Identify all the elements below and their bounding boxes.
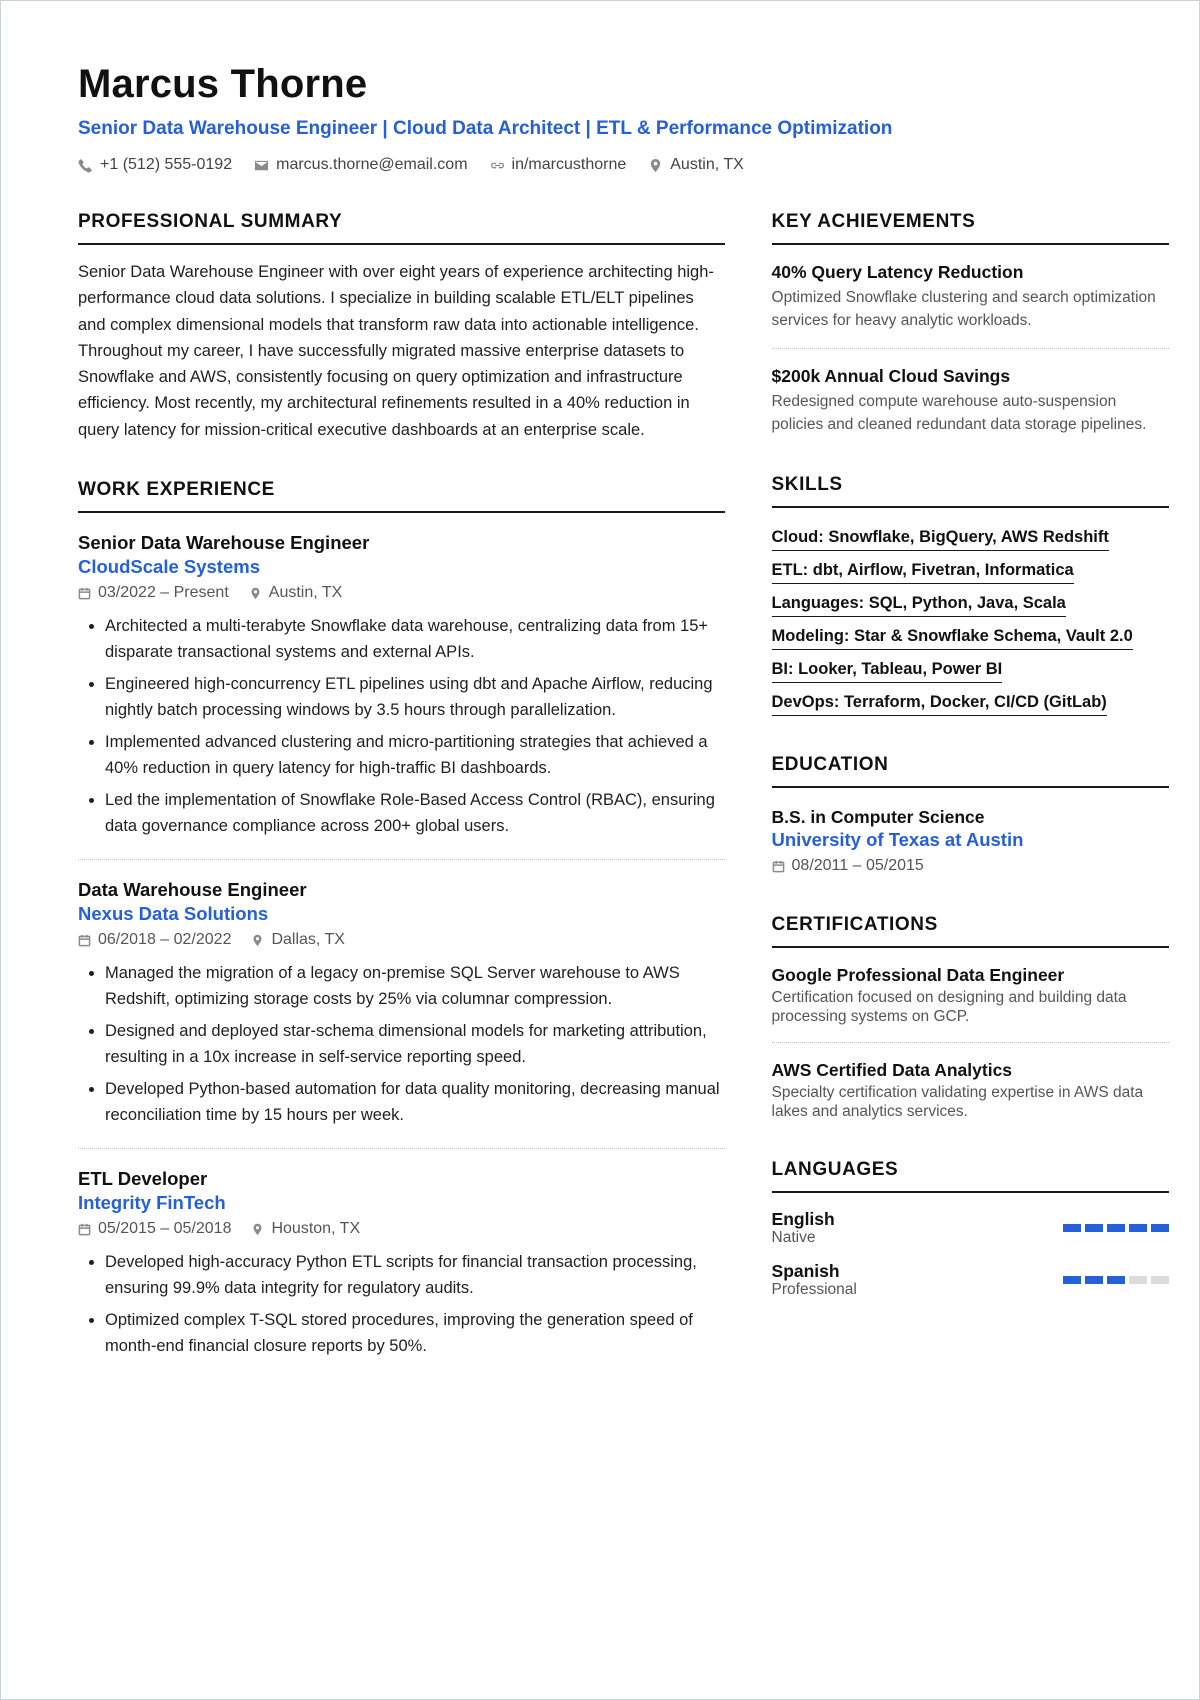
education-item <box>772 788 1169 876</box>
job-bullets <box>78 613 725 839</box>
job-dates-text: 05/2015 – 05/2018 <box>98 1220 232 1238</box>
job-bullet: • Developed high-accuracy Python ETL scripts for financial transaction processing, ensuring 99.9% data integrity for regulatory audits. <box>105 1249 725 1301</box>
job-location <box>251 930 345 950</box>
job-title: Senior Data Warehouse Engineer <box>78 532 370 554</box>
job-location-text: Houston, TX <box>271 1220 361 1238</box>
contact-email-text: marcus.thorne@email.com <box>276 156 468 173</box>
candidate-name: Marcus Thorne <box>78 62 368 106</box>
achievement-item <box>772 349 1169 436</box>
job-title: Data Warehouse Engineer <box>78 879 307 901</box>
education-section <box>772 754 1169 876</box>
rating-segment-empty <box>1151 1276 1169 1284</box>
job-dates <box>78 930 231 950</box>
job-bullet: • Led the implementation of Snowflake Role-Based Access Control (RBAC), ensuring data governance compliance across 200+ global users. <box>105 787 725 839</box>
summary-text: Senior Data Warehouse Engineer with over eight years of experience architecting high-performance cloud data solutions. I specialize in building scalable ETL/ELT pipelines and complex dimensional models that transform raw data into actionable intelligence. Throughout my career, I have successfully migrated massive enterprise datasets to Snowflake and AWS, consistently focusing on query optimization and infrastructure efficiency. Most recently, my architectural refinements resulted in a 40% reduction in query latency for mission-critical executive dashboards at an enterprise scale. <box>78 263 714 439</box>
main-column <box>78 211 725 1365</box>
job-meta <box>78 583 725 603</box>
map-pin-icon <box>648 158 663 173</box>
languages-heading: LANGUAGES <box>772 1159 1169 1193</box>
certifications-section <box>772 914 1169 1121</box>
side-column <box>772 211 1169 1365</box>
phone-icon <box>78 158 93 173</box>
language-level: Native <box>771 1229 816 1246</box>
skill-tag: Languages: SQL, Python, Java, Scala <box>772 592 1066 617</box>
job-company: CloudScale Systems <box>78 556 260 578</box>
link-icon <box>490 158 505 173</box>
contact-email[interactable] <box>254 155 467 175</box>
education-degree: B.S. in Computer Science <box>771 807 985 827</box>
rating-segment-filled <box>1063 1276 1081 1284</box>
achievement-item <box>772 245 1169 349</box>
language-rating <box>1059 1276 1169 1284</box>
calendar-icon <box>78 934 91 947</box>
skill-tag: DevOps: Terraform, Docker, CI/CD (GitLab) <box>772 691 1107 716</box>
skill-tag: ETL: dbt, Airflow, Fivetran, Informatica <box>772 559 1074 584</box>
education-heading: EDUCATION <box>772 754 1169 788</box>
language-rating <box>1059 1224 1169 1232</box>
language-item <box>772 1261 1169 1299</box>
job-meta <box>78 1219 725 1239</box>
contact-linkedin-text: in/marcusthorne <box>511 156 627 173</box>
contact-phone[interactable] <box>78 155 232 175</box>
education-dates-item <box>772 856 924 876</box>
job-title: ETL Developer <box>78 1168 208 1190</box>
contact-location-text: Austin, TX <box>670 156 744 173</box>
education-dates-text: 08/2011 – 05/2015 <box>791 857 924 874</box>
job-bullets <box>78 960 725 1128</box>
languages-section <box>772 1159 1169 1299</box>
achievement-title: $200k Annual Cloud Savings <box>771 366 1011 386</box>
job-bullet: • Engineered high-concurrency ETL pipelines using dbt and Apache Airflow, reducing nightly batch processing windows by 3.5 hours through parallelization. <box>105 671 725 723</box>
job-bullet: • Implemented advanced clustering and micro-partitioning strategies that achieved a 40% reduction in query latency for high-traffic BI dashboards. <box>105 729 725 781</box>
map-pin-icon <box>249 587 262 600</box>
job-bullet: • Designed and deployed star-schema dimensional models for marketing attribution, resulting in a 10x increase in self-service reporting speed. <box>105 1018 725 1070</box>
languages-list <box>772 1193 1169 1299</box>
job-company: Integrity FinTech <box>78 1192 226 1214</box>
candidate-headline: Senior Data Warehouse Engineer | Cloud Data Architect | ETL & Performance Optimization <box>78 118 893 139</box>
job-location-text: Dallas, TX <box>271 931 345 949</box>
rating-segment-filled <box>1129 1224 1147 1232</box>
achievement-desc: Optimized Snowflake clustering and search optimization services for heavy analytic workloads. <box>771 289 1156 329</box>
rating-segment-filled <box>1063 1224 1081 1232</box>
job-location <box>251 1219 360 1239</box>
job-entry <box>78 1149 725 1359</box>
contact-linkedin[interactable] <box>490 155 627 175</box>
envelope-icon <box>254 158 269 173</box>
certifications-heading: CERTIFICATIONS <box>772 914 1169 948</box>
job-location <box>249 583 343 603</box>
rating-segment-filled <box>1107 1224 1125 1232</box>
job-entry <box>78 860 725 1149</box>
language-item <box>772 1209 1169 1247</box>
experience-section <box>78 479 725 1359</box>
language-name: Spanish <box>771 1261 840 1281</box>
experience-heading: WORK EXPERIENCE <box>78 479 725 513</box>
achievements-heading: KEY ACHIEVEMENTS <box>772 211 1169 245</box>
job-bullet: • Developed Python-based automation for data quality monitoring, decreasing manual reconciliation time by 15 hours per week. <box>105 1076 725 1128</box>
achievement-desc: Redesigned compute warehouse auto-suspension policies and cleaned redundant data storage pipelines. <box>771 393 1147 433</box>
certification-item <box>772 1043 1169 1121</box>
rating-segment-filled <box>1107 1276 1125 1284</box>
language-name: English <box>771 1209 835 1229</box>
language-level: Professional <box>771 1281 857 1298</box>
achievement-title: 40% Query Latency Reduction <box>771 262 1024 282</box>
summary-section <box>78 211 725 443</box>
achievements-section <box>772 211 1169 436</box>
job-company: Nexus Data Solutions <box>78 903 269 925</box>
job-meta <box>78 930 725 950</box>
certification-item <box>772 948 1169 1043</box>
skills-heading: SKILLS <box>772 474 1169 508</box>
job-entry <box>78 513 725 860</box>
job-dates-text: 06/2018 – 02/2022 <box>98 931 232 949</box>
rating-segment-empty <box>1129 1276 1147 1284</box>
job-location-text: Austin, TX <box>268 584 343 602</box>
skill-tag: Cloud: Snowflake, BigQuery, AWS Redshift <box>772 526 1109 551</box>
summary-heading: PROFESSIONAL SUMMARY <box>78 211 725 245</box>
certification-desc: Certification focused on designing and building data processing systems on GCP. <box>771 989 1127 1025</box>
education-dates <box>772 856 1169 876</box>
job-bullets <box>78 1249 725 1359</box>
calendar-icon <box>78 587 91 600</box>
contact-bar <box>78 155 1169 175</box>
skills-list <box>772 508 1169 716</box>
job-dates <box>78 1219 231 1239</box>
map-pin-icon <box>251 1223 264 1236</box>
calendar-icon <box>772 860 785 873</box>
rating-segment-filled <box>1085 1276 1103 1284</box>
job-dates-text: 03/2022 – Present <box>98 584 229 602</box>
job-dates <box>78 583 229 603</box>
certification-desc: Specialty certification validating expertise in AWS data lakes and analytics services. <box>771 1084 1144 1120</box>
certification-title: AWS Certified Data Analytics <box>771 1060 1013 1080</box>
contact-location <box>648 155 744 175</box>
rating-segment-filled <box>1085 1224 1103 1232</box>
education-school: University of Texas at Austin <box>771 829 1024 850</box>
rating-segment-filled <box>1151 1224 1169 1232</box>
certification-title: Google Professional Data Engineer <box>771 965 1065 985</box>
map-pin-icon <box>251 934 264 947</box>
calendar-icon <box>78 1223 91 1236</box>
job-bullet: • Managed the migration of a legacy on-premise SQL Server warehouse to AWS Redshift, optimizing storage costs by 25% via columnar compression. <box>105 960 725 1012</box>
job-bullet: • Optimized complex T-SQL stored procedures, improving the generation speed of month-end financial closure reports by 50%. <box>105 1307 725 1359</box>
skill-tag: Modeling: Star & Snowflake Schema, Vault 2.0 <box>772 625 1133 650</box>
skill-tag: BI: Looker, Tableau, Power BI <box>772 658 1003 683</box>
job-bullet: • Architected a multi-terabyte Snowflake data warehouse, centralizing data from 15+ disparate transactional systems and external APIs. <box>105 613 725 665</box>
contact-phone-text: +1 (512) 555-0192 <box>100 156 233 173</box>
skills-section <box>772 474 1169 716</box>
